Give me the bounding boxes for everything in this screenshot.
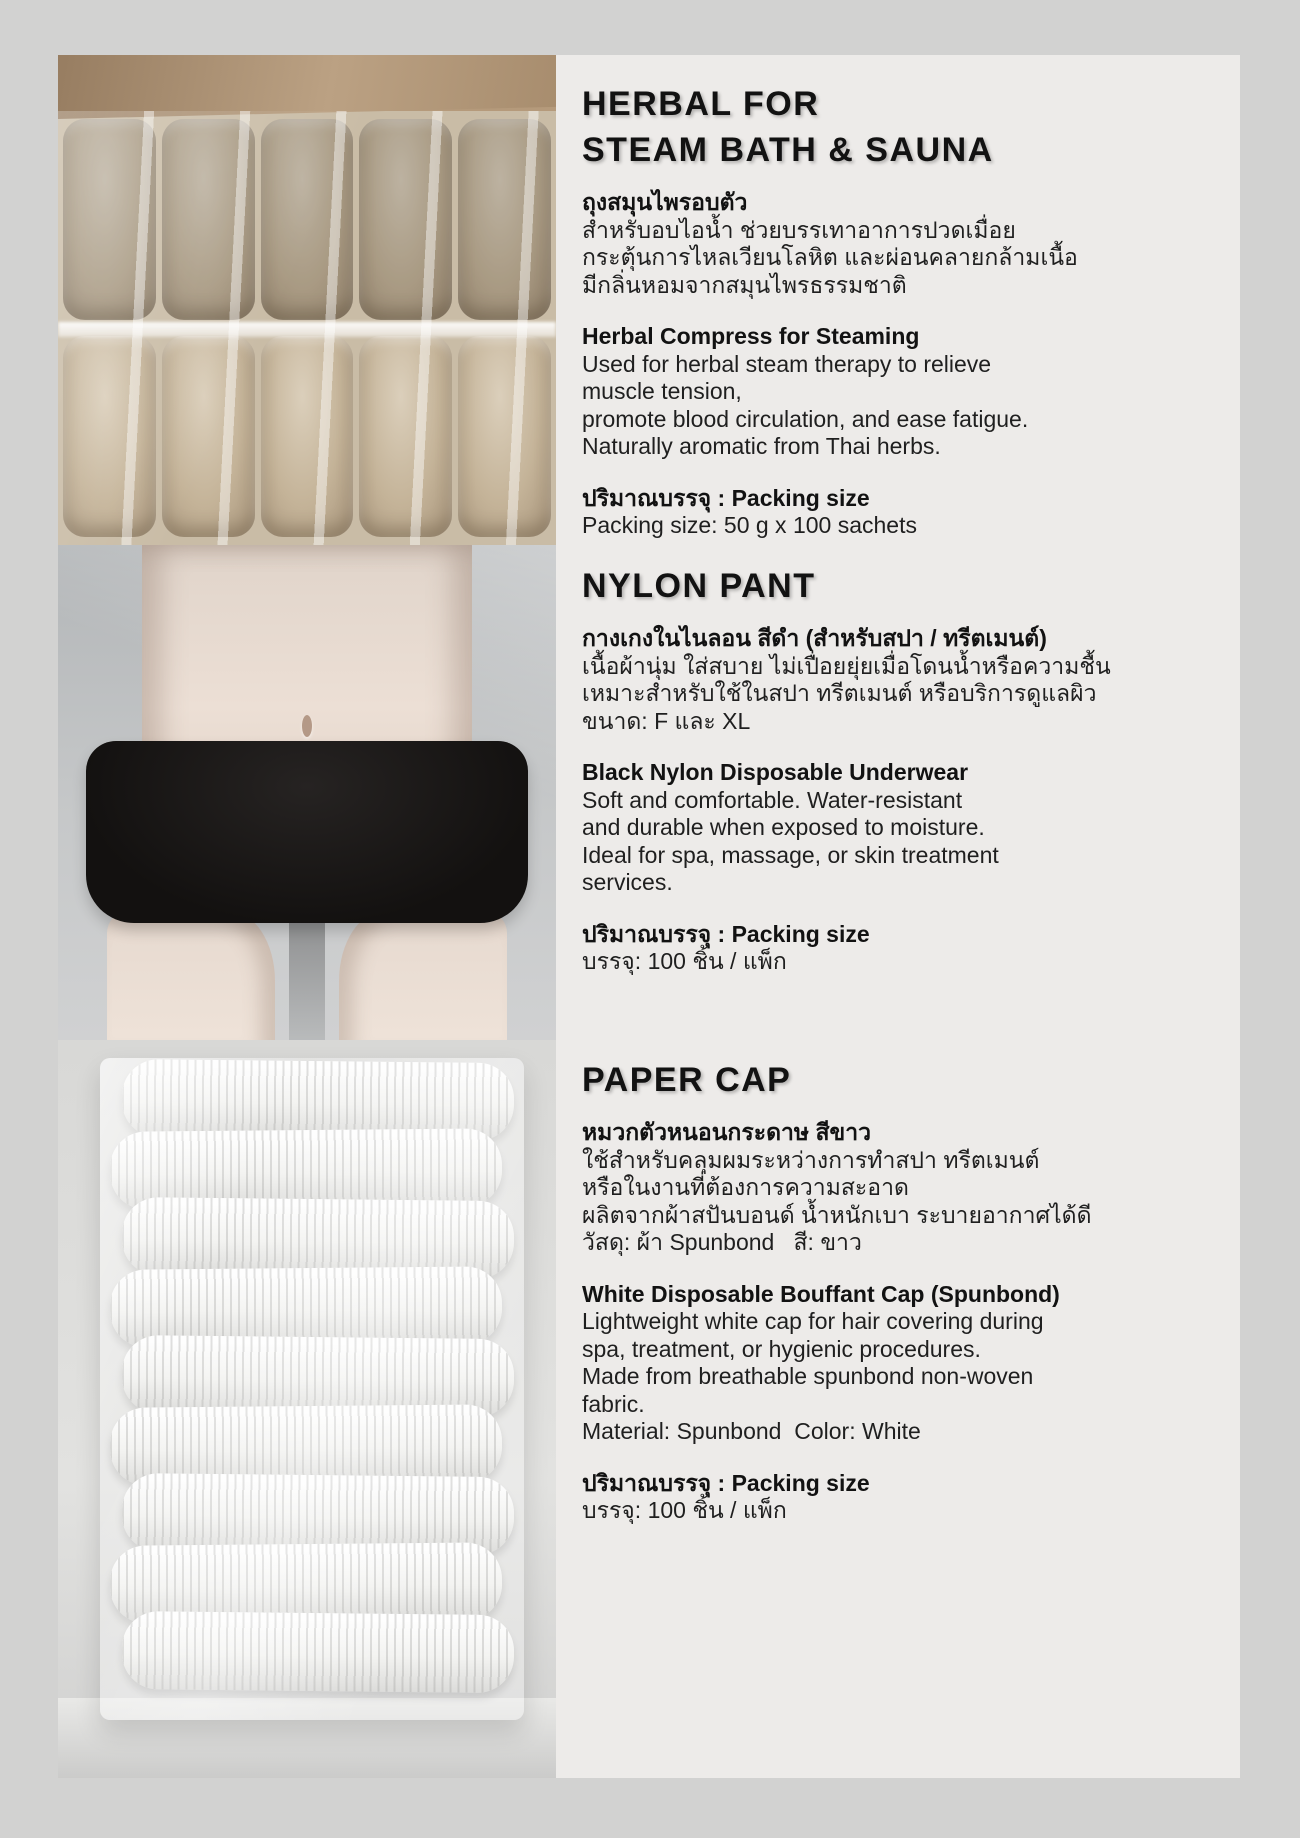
herbal-sachets-photo bbox=[58, 55, 556, 545]
right-leg-shape bbox=[339, 911, 507, 1040]
title-line: HERBAL FOR bbox=[582, 85, 820, 123]
thai-line: ผลิตจากผ้าสปันบอนด์ น้ำหนักเบา ระบายอากาศได้ดี bbox=[582, 1201, 1092, 1228]
photo-column bbox=[58, 55, 556, 1778]
english-line: and durable when exposed to moisture. bbox=[582, 814, 985, 840]
navel-shape bbox=[302, 715, 312, 737]
packing-value: บรรจุ: 100 ชิ้น / แพ็ก bbox=[582, 1497, 787, 1523]
thai-heading: ถุงสมุนไพรอบตัว bbox=[582, 189, 748, 215]
english-description bbox=[582, 323, 1222, 461]
english-line: Used for herbal steam therapy to relieve bbox=[582, 350, 992, 377]
english-line: Made from breathable spunbond non-woven bbox=[582, 1363, 1034, 1389]
plastic-bag-sheen bbox=[100, 1058, 524, 1720]
packing-info bbox=[582, 485, 1222, 540]
section-nylon-pant bbox=[582, 563, 1222, 1000]
section-title bbox=[582, 1057, 1222, 1103]
nylon-pant-photo bbox=[58, 545, 556, 1040]
cardboard-box-edge bbox=[58, 55, 556, 119]
english-heading: Herbal Compress for Steaming bbox=[582, 323, 920, 349]
packing-heading: ปริมาณบรรจุ : Packing size bbox=[582, 484, 870, 511]
packing-value: บรรจุ: 100 ชิ้น / แพ็ก bbox=[582, 948, 787, 974]
english-line: services. bbox=[582, 869, 673, 895]
thai-line: ขนาด: F และ XL bbox=[582, 707, 751, 734]
english-heading: White Disposable Bouffant Cap (Spunbond) bbox=[582, 1280, 1060, 1307]
thai-description bbox=[582, 1119, 1222, 1257]
text-panel bbox=[556, 55, 1240, 1778]
english-line: spa, treatment, or hygienic procedures. bbox=[582, 1335, 981, 1362]
english-description bbox=[582, 1281, 1222, 1446]
thai-description bbox=[582, 189, 1222, 299]
section-paper-cap bbox=[582, 1057, 1222, 1549]
thai-line: กระตุ้นการไหลเวียนโลหิต และผ่อนคลายกล้ามเนื้อ bbox=[582, 244, 1078, 270]
english-line: Naturally aromatic from Thai herbs. bbox=[582, 433, 941, 459]
thai-heading: กางเกงในไนลอน สีดำ (สำหรับสปา / ทรีตเมนต์) bbox=[582, 625, 1047, 651]
thai-line: ใช้สำหรับคลุมผมระหว่างการทำสปา ทรีตเมนต์ bbox=[582, 1146, 1040, 1173]
english-line: Lightweight white cap for hair covering during bbox=[582, 1308, 1044, 1334]
thai-line: สำหรับอบไอน้ำ ช่วยบรรเทาอาการปวดเมื่อย bbox=[582, 216, 1016, 243]
english-line: Ideal for spa, massage, or skin treatment bbox=[582, 841, 999, 868]
title-line: PAPER CAP bbox=[582, 1061, 792, 1099]
section-title bbox=[582, 563, 1222, 609]
thai-line: มีกลิ่นหอมจากสมุนไพรธรรมชาติ bbox=[582, 271, 907, 298]
thai-description bbox=[582, 625, 1222, 735]
packing-value: Packing size: 50 g x 100 sachets bbox=[582, 512, 917, 538]
packing-info bbox=[582, 921, 1222, 976]
title-line: STEAM BATH & SAUNA bbox=[582, 131, 994, 169]
thai-heading: หมวกตัวหนอนกระดาษ สีขาว bbox=[582, 1119, 872, 1145]
paper-cap-photo bbox=[58, 1040, 556, 1778]
leg-gap-shadow bbox=[289, 911, 325, 1040]
english-line: muscle tension, bbox=[582, 378, 742, 404]
thai-line: หรือในงานที่ต้องการความสะอาด bbox=[582, 1174, 909, 1200]
left-leg-shape bbox=[107, 911, 275, 1040]
section-herbal bbox=[582, 81, 1222, 564]
thai-line: วัสดุ: ผ้า Spunbond สี: ขาว bbox=[582, 1229, 862, 1255]
plastic-wrap-sheen bbox=[58, 111, 556, 545]
section-title bbox=[582, 81, 1222, 173]
thai-line: เนื้อผ้านุ่ม ใส่สบาย ไม่เปื่อยยุ่ยเมื่อโดนน้ำหรือความชื้น bbox=[582, 652, 1111, 679]
packing-info bbox=[582, 1470, 1222, 1525]
english-heading: Black Nylon Disposable Underwear bbox=[582, 759, 969, 785]
english-line: promote blood circulation, and ease fatigue. bbox=[582, 405, 1029, 432]
title-line: NYLON PANT bbox=[582, 567, 816, 605]
black-pant-shape bbox=[86, 741, 528, 923]
english-line: Soft and comfortable. Water-resistant bbox=[582, 786, 963, 813]
english-description bbox=[582, 759, 1222, 897]
english-line: fabric. bbox=[582, 1390, 645, 1417]
plastic-bag bbox=[100, 1058, 524, 1720]
packing-heading: ปริมาณบรรจุ : Packing size bbox=[582, 920, 870, 947]
english-line: Material: Spunbond Color: White bbox=[582, 1418, 921, 1444]
packing-heading: ปริมาณบรรจุ : Packing size bbox=[582, 1469, 870, 1496]
thai-line: เหมาะสำหรับใช้ในสปา ทรีตเมนต์ หรือบริการดูแลผิว bbox=[582, 680, 1097, 706]
